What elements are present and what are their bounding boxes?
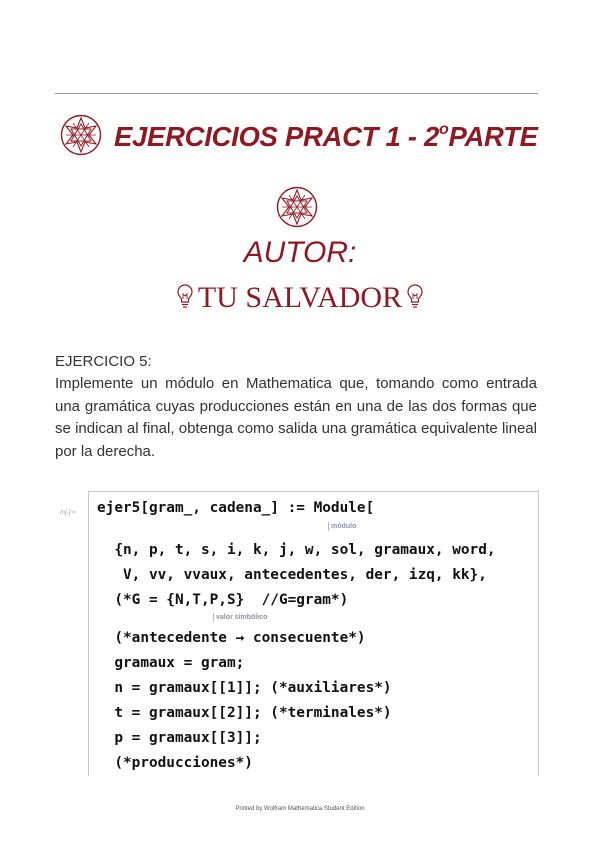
hint-module: módulo: [328, 522, 356, 531]
title-main: EJERCICIOS PRACT 1 - 2: [114, 121, 439, 152]
exercise-description: Implemente un módulo en Mathematica que, tomando como entrada una gramática cuyas producciones están en una de las dos formas que se indican al final, obtenga como salida una gramática equivalente lineal por la derecha.: [55, 375, 537, 460]
code-line-8: t = gramaux[[2]]; (*terminales*): [97, 705, 392, 721]
code-input-cell[interactable]: [88, 491, 539, 776]
lightbulb-icon: [176, 282, 194, 315]
code-line-1: ejer5[gram_, cadena_] := Module[: [97, 500, 375, 516]
title-row: [60, 114, 540, 160]
code-line-10: (*producciones*): [97, 755, 253, 771]
code-line-5: (*antecedente → consecuente*): [97, 630, 366, 646]
code-block: [89, 492, 496, 771]
print-footer: Printed by Wolfram Mathematica Student Edition: [235, 806, 365, 812]
code-line-2: {n, p, t, s, i, k, j, w, sol, gramaux, word,: [97, 542, 496, 558]
lightbulb-icon: [406, 282, 424, 315]
page-title: [114, 121, 538, 153]
code-line-4: (*G = {N,T,P,S} //G=gram*): [97, 592, 349, 608]
author-name-row: [0, 281, 600, 315]
author-label: AUTOR:: [243, 236, 357, 269]
input-cell-label: In[-]:=: [60, 510, 76, 516]
geometric-star-emblem-icon: [276, 186, 318, 233]
author-name: TU SALVADOR: [197, 281, 403, 314]
exercise-heading: EJERCICIO 5:: [55, 353, 152, 370]
hint-symbolic-value: valor simbólico: [213, 613, 267, 622]
code-line-7: n = gramaux[[1]]; (*auxiliares*): [97, 680, 392, 696]
code-line-3: V, vv, vvaux, antecedentes, der, izq, kk},: [97, 567, 487, 583]
code-line-6: gramaux = gram;: [97, 655, 245, 671]
title-end: PARTE: [448, 121, 538, 152]
geometric-star-emblem-icon: [60, 114, 102, 161]
code-line-9: p = gramaux[[3]];: [97, 730, 262, 746]
title-superscript: o: [439, 120, 449, 138]
top-divider: [55, 93, 538, 94]
